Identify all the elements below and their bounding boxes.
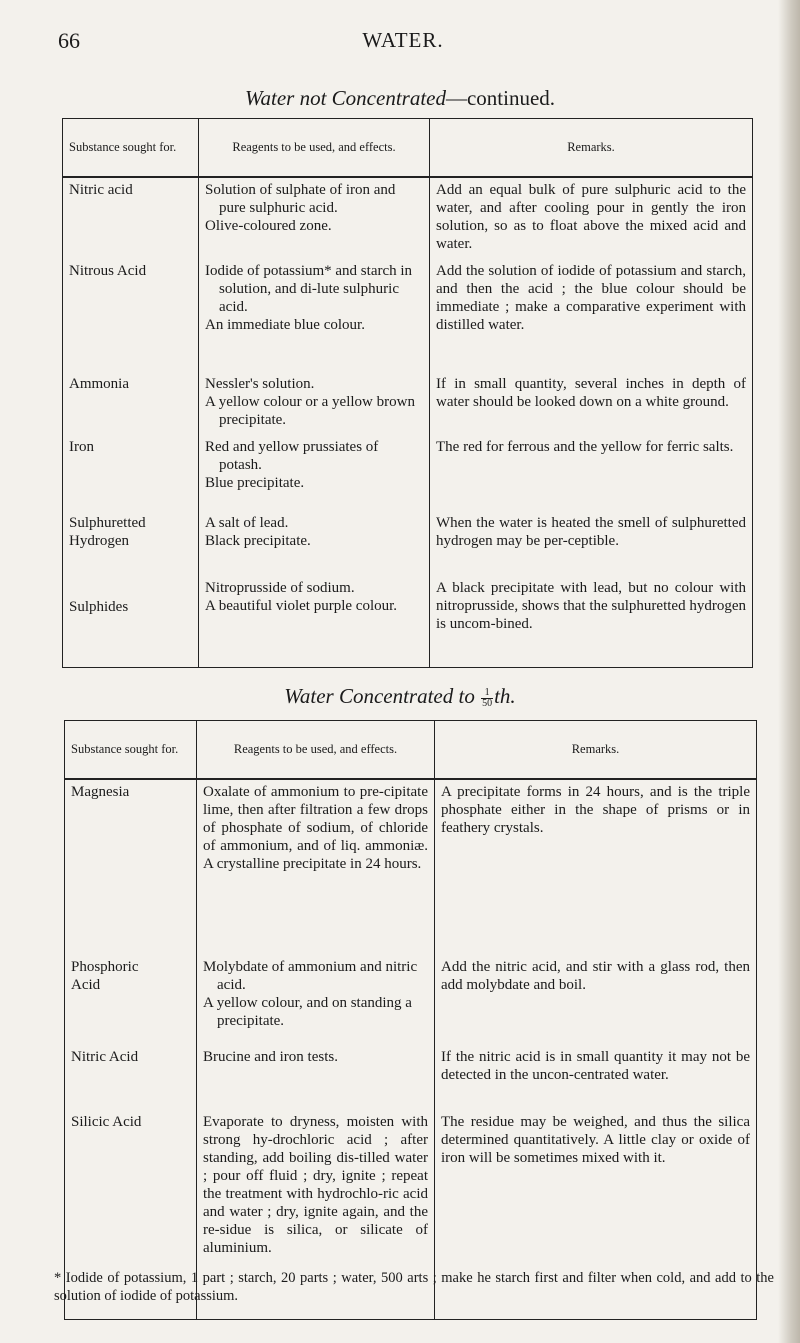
fraction-numerator: 1 [481,688,493,699]
table2-title-fraction [481,688,493,709]
page-number: 66 [58,28,80,53]
reagent-cell: Evaporate to dryness, moisten with strong hy-drochloric acid ; after standing, add boiling dis-tilled water ; pour off fluid ; dry, ignite ; repeat the treatment with hydrochlo-ric acid and water ; dry, ignite again, and the re-sidue is silica, or silicate of aluminium. [197,1110,435,1320]
reagent-cell: Oxalate of ammonium to pre-cipitate lime, then after filtration a few drops of phosphate of sodium, of chloride of ammonium, and of liq. ammoniæ. A crystalline precipitate in 24 hours. [197,779,435,955]
reagent-line: Olive-coloured zone. [205,217,332,234]
table1-title-italic: Water not Concentrated [244,86,446,110]
reagent-line: Blue precipitate. [205,474,305,491]
remarks-cell: Add the nitric acid, and stir with a glass rod, then add molybdate and boil. [435,955,757,1045]
reagent-cell: Brucine and iron tests. [197,1045,435,1110]
table1-header-reagents: Reagents to be used, and effects. [199,119,430,177]
reagent-line: A salt of lead. [205,514,289,531]
reagent-line: A yellow colour or a yellow brown precipitate. [205,393,415,428]
substance-cell: Magnesia [65,779,197,955]
table-row [65,779,757,955]
table-row [63,511,753,576]
remarks-cell: If the nitric acid is in small quantity it may not be detected in the uncon-centrated water. [435,1045,757,1110]
substance-cell: Iron [63,435,199,511]
reagent-cell [199,576,430,668]
reagent-cell [197,955,435,1045]
reagent-line: Red and yellow prussiates of potash. [205,438,379,473]
remarks-cell: If in small quantity, several inches in depth of water should be looked down on a white ground. [430,372,753,435]
remarks-cell: The red for ferrous and the yellow for ferric salts. [430,435,753,511]
substance-cell: Ammonia [63,372,199,435]
reagent-cell [199,372,430,435]
substance-cell: Nitrous Acid [63,259,199,372]
substance-cell: Sulphuretted Hydrogen [63,511,199,576]
substance-cell: Sulphides [63,576,199,668]
table1-header-substance: Substance sought for. [63,119,199,177]
table2-title [0,684,800,709]
table-row [63,372,753,435]
substance-cell: Nitric acid [63,177,199,259]
substance-cell: Phosphoric Acid [65,955,197,1045]
table1-header-remarks: Remarks. [430,119,753,177]
table2-header-substance: Substance sought for. [65,721,197,779]
fraction-denominator: 50 [482,697,493,709]
table2-header-remarks: Remarks. [435,721,757,779]
table1-title-suffix: —continued. [445,86,556,110]
reagent-line: Black precipitate. [205,532,311,549]
reagent-cell [199,177,430,259]
remarks-cell: The residue may be weighed, and thus the silica determined quantitatively. A little clay or oxide of iron will be sometimes mixed with it. [435,1110,757,1320]
remarks-cell: When the water is heated the smell of sulphuretted hydrogen may be per-ceptible. [430,511,753,576]
table-not-concentrated [62,118,753,668]
table2-title-suffix: th. [494,684,516,708]
reagent-cell [199,435,430,511]
table-row [63,435,753,511]
table-row [65,955,757,1045]
footnote: * Iodide of potassium, 1 part ; starch, 20 parts ; water, 500 arts ; make he starch first and filter when cold, and add to the solution of iodide of potassium. [54,1270,774,1304]
table2-header-row [65,721,757,779]
page-edge-shadow [778,0,800,1343]
reagent-line: A beautiful violet purple colour. [205,597,398,614]
table1-title [0,86,800,111]
reagent-line: Molybdate of ammonium and nitric acid. [203,958,418,993]
reagent-line: Nitroprusside of sodium. [205,579,355,596]
table-concentrated [64,720,757,1320]
substance-cell: Silicic Acid [65,1110,197,1320]
remarks-cell: Add an equal bulk of pure sulphuric acid to the water, and after cooling pour in gently the iron solution, so as to float above the mixed acid and water. [430,177,753,259]
substance-cell: Nitric Acid [65,1045,197,1110]
reagent-line: Nessler's solution. [205,375,315,392]
reagent-cell [199,259,430,372]
remarks-cell: Add the solution of iodide of potassium and starch, and then the acid ; the blue colour should be immediate ; make a comparative experiment with distilled water. [430,259,753,372]
reagent-line: Iodide of potassium* and starch in solution, and di-lute sulphuric acid. [205,262,413,315]
table1-header-row [63,119,753,177]
running-title: WATER. [362,28,444,52]
running-head [58,28,748,58]
remarks-cell: A black precipitate with lead, but no colour with nitroprusside, shows that the sulphuretted hydrogen is uncom-bined. [430,576,753,668]
table2-header-reagents: Reagents to be used, and effects. [197,721,435,779]
table-row [65,1045,757,1110]
table-row [63,177,753,259]
reagent-line: An immediate blue colour. [205,316,365,333]
reagent-cell [199,511,430,576]
table-row [63,576,753,668]
reagent-line: A yellow colour, and on standing a precipitate. [203,994,412,1029]
remarks-cell: A precipitate forms in 24 hours, and is the triple phosphate either in the shape of prisms or in feathery crystals. [435,779,757,955]
table-row [63,259,753,372]
reagent-line: Solution of sulphate of iron and pure sulphuric acid. [205,181,396,216]
table2-title-italic: Water Concentrated to [284,684,475,708]
